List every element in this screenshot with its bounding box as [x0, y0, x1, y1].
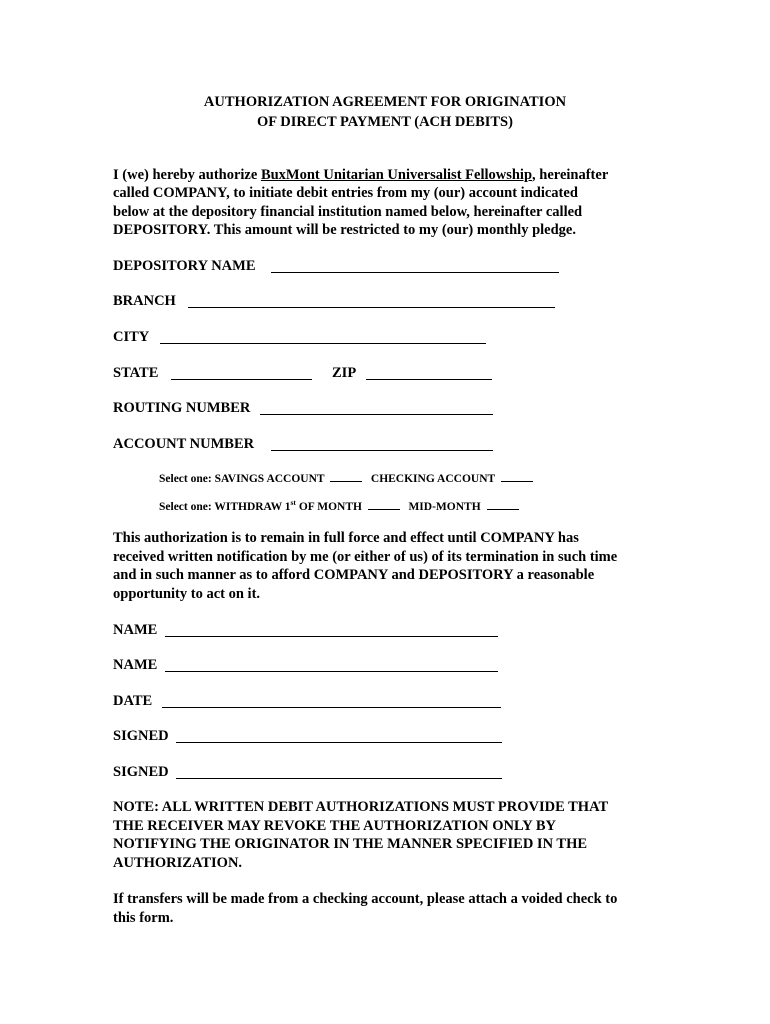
savings-account-checkbox[interactable] [330, 472, 362, 482]
note-line-4: AUTHORIZATION. [113, 855, 243, 871]
withdraw-first-checkbox[interactable] [368, 500, 400, 510]
branch-field[interactable] [188, 307, 555, 308]
note-line-3: NOTIFYING THE ORIGINATOR IN THE MANNER SPECIFIED IN THE [113, 836, 588, 852]
signed-label-2: SIGNED [113, 764, 169, 780]
routing-number-label: ROUTING NUMBER [113, 400, 251, 416]
signed-row-1 [113, 728, 573, 748]
mid-month-checkbox[interactable] [487, 500, 519, 510]
name-label-1: NAME [113, 622, 158, 638]
note-line-2: THE RECEIVER MAY REVOKE THE AUTHORIZATION ONLY BY [113, 818, 556, 834]
intro-suffix: , hereinafter [532, 167, 609, 183]
date-label: DATE [113, 693, 153, 709]
state-zip-row [113, 365, 573, 385]
authorization-line-3: and in such manner as to afford COMPANY and DEPOSITORY a reasonable [113, 567, 595, 583]
footer-line-2: this form. [113, 910, 174, 926]
of-month-label: OF MONTH [295, 501, 362, 513]
zip-label: ZIP [332, 365, 357, 381]
depository-name-row [113, 258, 573, 278]
authorization-line-1: This authorization is to remain in full force and effect until COMPANY has [113, 530, 579, 546]
zip-field[interactable] [366, 379, 492, 380]
document-title-line-1: AUTHORIZATION AGREEMENT FOR ORIGINATION [203, 94, 567, 110]
company-name: BuxMont Unitarian Universalist Fellowship [260, 167, 533, 183]
state-field[interactable] [171, 379, 312, 380]
state-label: STATE [113, 365, 159, 381]
name-row-2 [113, 657, 573, 677]
first-superscript: st [290, 498, 296, 508]
city-row [113, 329, 573, 349]
document-title-line-2: OF DIRECT PAYMENT (ACH DEBITS) [257, 114, 513, 130]
name-row-1 [113, 622, 573, 642]
select-account-prefix: Select one: SAVINGS ACCOUNT [159, 473, 325, 485]
mid-month-label: MID-MONTH [408, 501, 481, 513]
note-line-1: NOTE: ALL WRITTEN DEBIT AUTHORIZATIONS MUST PROVIDE THAT [113, 799, 609, 815]
name-field-1[interactable] [165, 636, 498, 637]
authorization-line-4: opportunity to act on it. [113, 586, 261, 602]
date-row [113, 693, 573, 713]
select-withdraw-prefix: Select one: WITHDRAW 1 [159, 501, 291, 513]
date-field[interactable] [162, 707, 501, 708]
intro-line-3: below at the depository financial institution named below, hereinafter called [113, 204, 583, 220]
routing-number-row [113, 400, 573, 420]
routing-number-field[interactable] [260, 414, 493, 415]
branch-row [113, 293, 573, 313]
footer-line-1: If transfers will be made from a checking account, please attach a voided check to [113, 891, 618, 907]
select-withdraw-row [159, 500, 519, 513]
name-label-2: NAME [113, 657, 158, 673]
signed-row-2 [113, 764, 573, 784]
branch-label: BRANCH [113, 293, 176, 309]
intro-line-4: DEPOSITORY. This amount will be restricted to my (our) monthly pledge. [113, 222, 576, 238]
account-number-label: ACCOUNT NUMBER [113, 436, 255, 452]
depository-name-field[interactable] [271, 272, 559, 273]
checking-account-checkbox[interactable] [501, 472, 533, 482]
city-field[interactable] [160, 343, 486, 344]
intro-line-1 [113, 167, 608, 184]
signed-label-1: SIGNED [113, 728, 169, 744]
signed-field-2[interactable] [176, 778, 502, 779]
checking-account-label: CHECKING ACCOUNT [370, 473, 495, 485]
intro-line-2: called COMPANY, to initiate debit entries from my (our) account indicated [113, 185, 578, 201]
account-number-row [113, 436, 573, 456]
depository-name-label: DEPOSITORY NAME [113, 258, 256, 274]
account-number-field[interactable] [271, 450, 493, 451]
signed-field-1[interactable] [176, 742, 502, 743]
name-field-2[interactable] [165, 671, 498, 672]
city-label: CITY [113, 329, 150, 345]
intro-prefix: I (we) hereby authorize [113, 167, 261, 183]
select-account-type-row [159, 472, 533, 485]
authorization-line-2: received written notification by me (or either of us) of its termination in such time [113, 549, 618, 565]
